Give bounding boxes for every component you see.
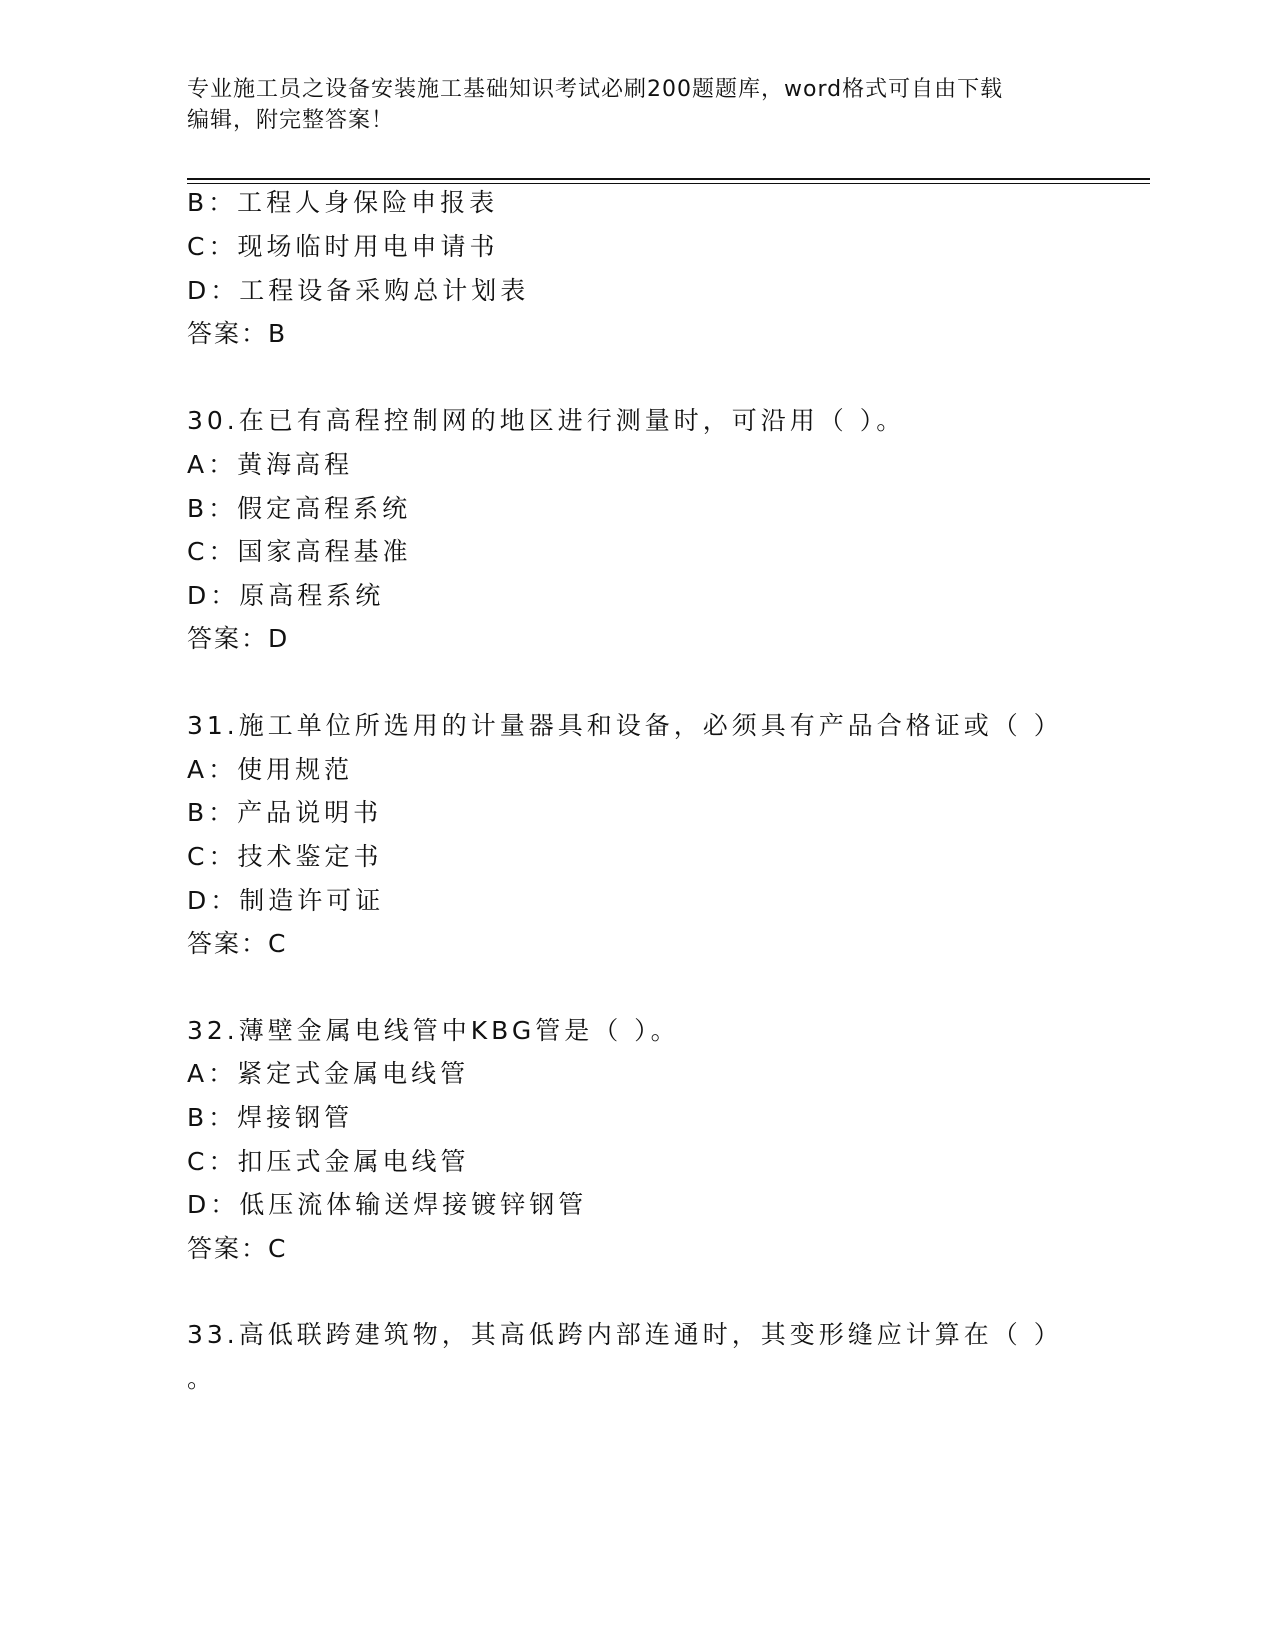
- answer-value: C: [268, 1234, 286, 1263]
- document-header: [187, 74, 1067, 136]
- option-c: C：扣压式金属电线管: [187, 1147, 470, 1176]
- header-divider-thin: [187, 183, 1150, 184]
- option-b: B：假定高程系统: [187, 494, 412, 523]
- header-divider-thick: [187, 178, 1150, 180]
- option-a: A：黄海高程: [187, 450, 354, 479]
- answer-label: 答案：: [187, 1234, 269, 1263]
- option-a: A：紧定式金属电线管: [187, 1059, 470, 1088]
- option-c: C：技术鉴定书: [187, 842, 383, 871]
- answer-value: C: [268, 929, 286, 958]
- answer-label: 答案：: [187, 319, 269, 348]
- option-c: C：国家高程基准: [187, 537, 412, 566]
- header-title-line-2: 编辑，附完整答案！: [187, 108, 395, 133]
- answer-label: 答案：: [187, 929, 269, 958]
- option-d: D：工程设备采购总计划表: [187, 276, 530, 305]
- question-stem: 32.薄壁金属电线管中KBG管是（ ）。: [187, 1016, 680, 1045]
- question-stem: 33.高低联跨建筑物，其高低跨内部连通时，其变形缝应计算在（ ）: [187, 1320, 1063, 1349]
- answer-label: 答案：: [187, 624, 269, 653]
- option-d: D：低压流体输送焊接镀锌钢管: [187, 1190, 588, 1219]
- question-stem: 30.在已有高程控制网的地区进行测量时，可沿用（ ）。: [187, 406, 906, 435]
- answer-line: [187, 929, 285, 959]
- answer-line: [187, 624, 287, 654]
- option-b: B：产品说明书: [187, 798, 383, 827]
- option-d: D：原高程系统: [187, 581, 385, 610]
- question-stem-continuation: 。: [187, 1364, 217, 1393]
- option-c: C：现场临时用电申请书: [187, 232, 499, 261]
- question-stem: 31.施工单位所选用的计量器具和设备，必须具有产品合格证或（ ）: [187, 711, 1063, 740]
- answer-value: D: [268, 624, 288, 653]
- answer-line: [187, 319, 285, 349]
- option-b: B：工程人身保险申报表: [187, 188, 499, 217]
- option-d: D：制造许可证: [187, 886, 385, 915]
- option-b: B：焊接钢管: [187, 1103, 354, 1132]
- header-title-line-1: 专业施工员之设备安装施工基础知识考试必刷200题题库，word格式可自由下载: [187, 77, 1004, 102]
- answer-value: B: [268, 319, 286, 348]
- answer-line: [187, 1234, 285, 1264]
- option-a: A：使用规范: [187, 755, 354, 784]
